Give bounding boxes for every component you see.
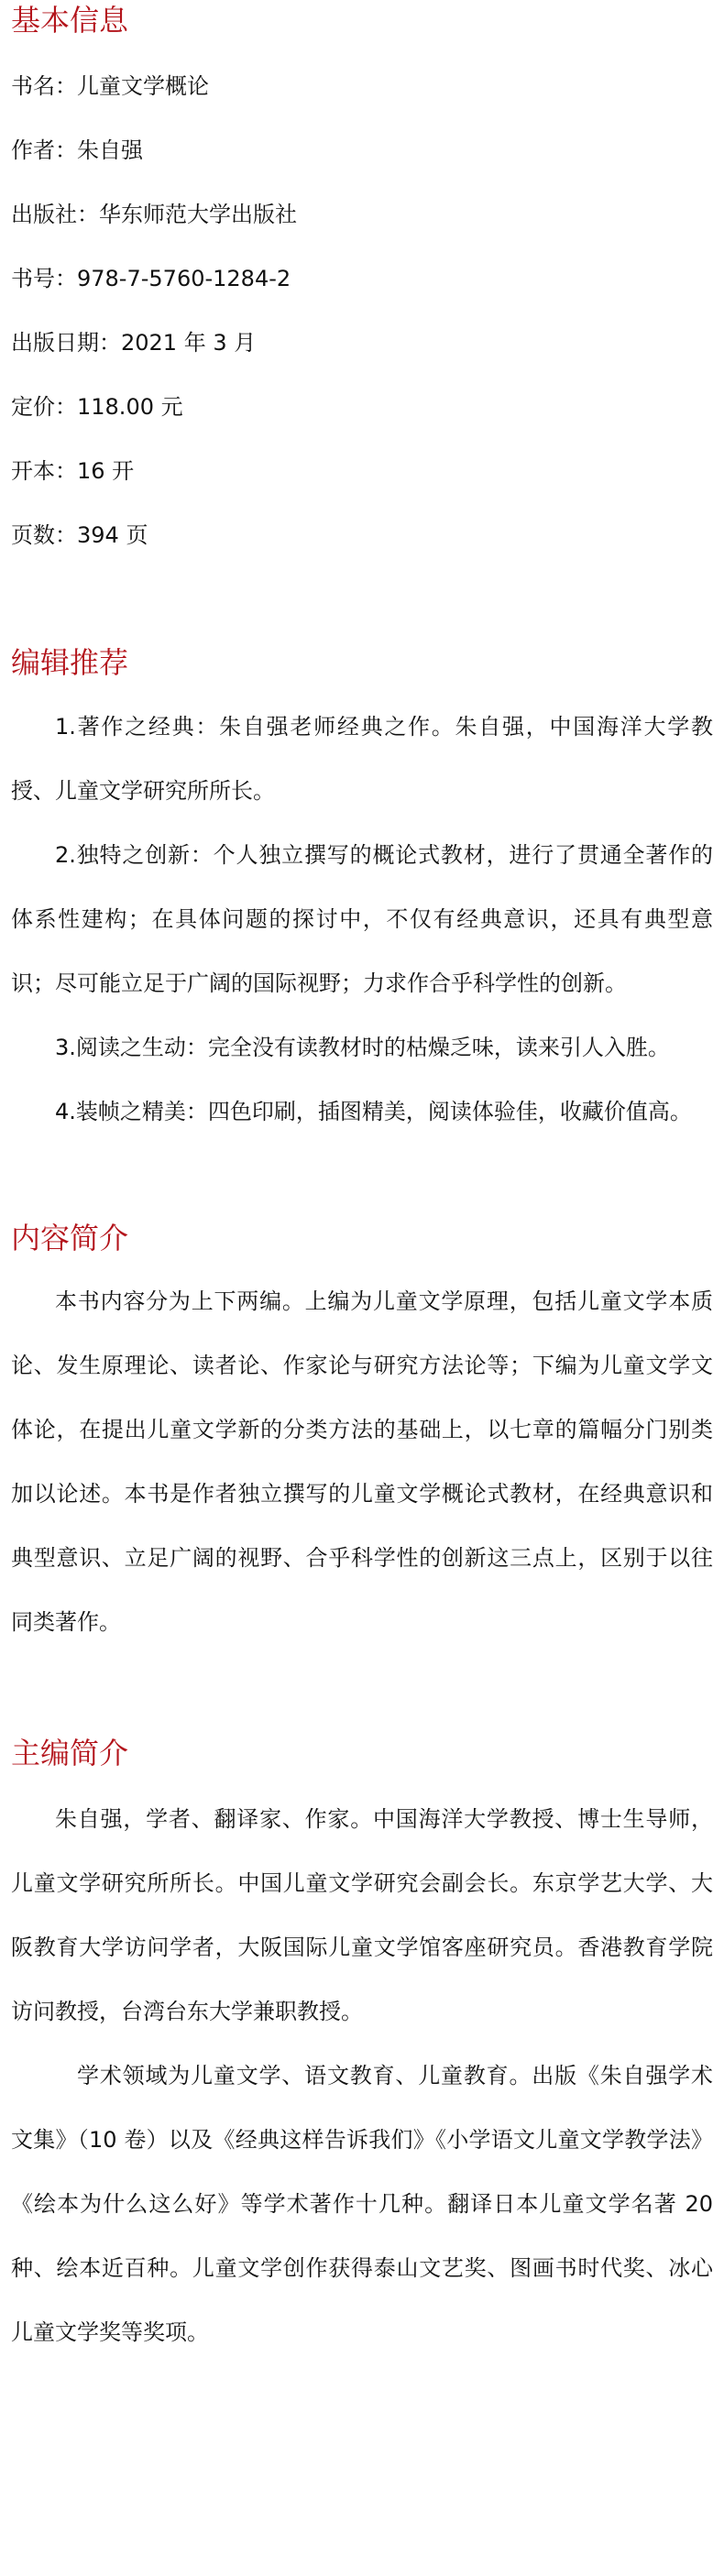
publish-date-line [11,332,256,354]
format-line [11,460,134,482]
publisher-line [11,203,297,225]
book-title-value: 儿童文学概论 [77,73,209,99]
isbn-label: 书号： [11,266,77,291]
pages-line [11,524,148,546]
content-summary-paragraph: 本书内容分为上下两编。上编为儿童文学原理，包括儿童文学本质论、发生原理论、读者论、作家论与研究方法论等；下编为儿童文学文体论，在提出儿童文学新的分类方法的基础上，以七章的篇幅分门别类加以论述。本书是作者独立撰写的儿童文学概论式教材，在经典意识和典型意识、立足广阔的视野、合乎科学性的创新这三点上，区别于以往同类著作。 [11,1288,713,1635]
editor-point-1: 1.著作之经典：朱自强老师经典之作。朱自强，中国海洋大学教授、儿童文学研究所所长。 [11,714,713,804]
content-summary-body [11,1269,713,1654]
pages-value: 394 页 [77,522,148,548]
price-value: 118.00 元 [77,394,183,420]
price-label: 定价： [11,394,77,420]
editor-recommendation-title: 编辑推荐 [11,645,129,680]
publish-date-value: 2021 年 3 月 [121,330,257,356]
price-line [11,396,183,418]
editor-bio-paragraph-2: 学术领域为儿童文学、语文教育、儿童教育。出版《朱自强学术文集》（10 卷）以及《经典这样告诉我们》《小学语文儿童文学教学法》《绘本为什么这么好》等学术著作十几种。翻译日本儿童文学名著 20 种、绘本近百种。儿童文学创作获得泰山文艺奖、图画书时代奖、冰心儿童文学奖等奖项。 [11,2063,713,2345]
editor-bio-title: 主编简介 [11,1736,129,1770]
author-line [11,139,143,161]
editor-recommendation-body [11,695,713,1144]
publisher-label: 出版社： [11,202,99,227]
book-title-line [11,75,209,97]
editor-bio-paragraph-1: 朱自强，学者、翻译家、作家。中国海洋大学教授、博士生导师，儿童文学研究所所长。中国儿童文学研究会副会长。东京学艺大学、大阪教育大学访问学者，大阪国际儿童文学馆客座研究员。香港教育学院访问教授，台湾台东大学兼职教授。 [11,1806,713,2024]
isbn-line [11,268,291,290]
author-value: 朱自强 [77,137,143,163]
editor-point-2: 2.独特之创新：个人独立撰写的概论式教材，进行了贯通全著作的体系性建构；在具体问题的探讨中，不仅有经典意识，还具有典型意识；尽可能立足于广阔的国际视野；力求作合乎科学性的创新。 [11,842,713,996]
editor-point-4: 4.装帧之精美：四色印刷，插图精美，阅读体验佳，收藏价值高。 [55,1099,692,1124]
format-value: 16 开 [77,458,135,484]
author-label: 作者： [11,137,77,163]
basic-info-title: 基本信息 [11,3,129,38]
book-title-label: 书名： [11,73,77,99]
pages-label: 页数： [11,522,77,548]
editor-bio-body [11,1787,713,2364]
publish-date-label: 出版日期： [11,330,121,356]
isbn-value: 978-7-5760-1284-2 [77,266,291,291]
publisher-value: 华东师范大学出版社 [99,202,297,227]
format-label: 开本： [11,458,77,484]
content-summary-title: 内容简介 [11,1221,129,1255]
editor-point-3: 3.阅读之生动：完全没有读教材时的枯燥乏味，读来引人入胜。 [55,1035,670,1060]
